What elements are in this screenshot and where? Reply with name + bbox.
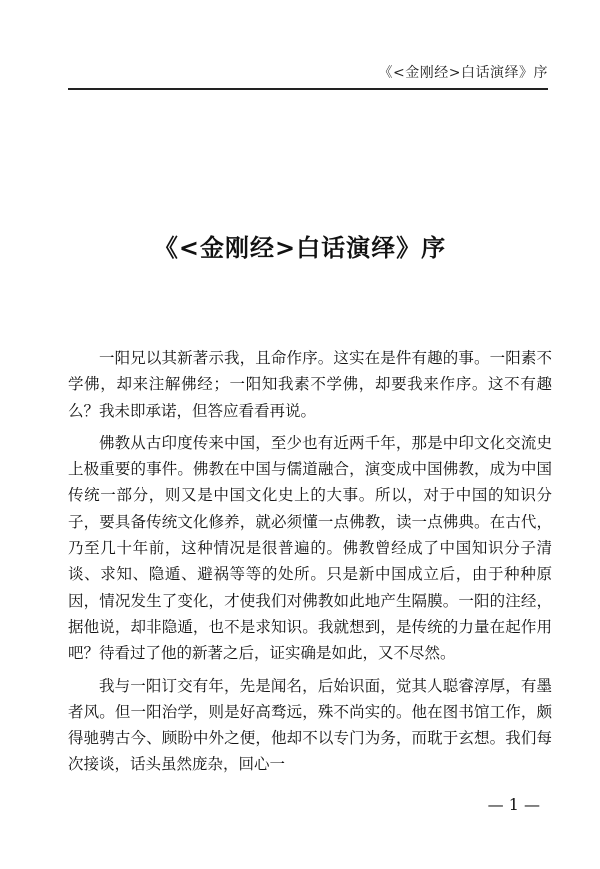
page-number: — 1 — xyxy=(487,795,540,814)
paragraph-3: 我与一阳订交有年，先是闻名，后始识面，觉其人聪睿淳厚，有墨者风。但一阳治学，则是好高骛远，殊不尚实的。他在图书馆工作，颇得驰骋古今、顾盼中外之便，他却不以专门为务，而耽于玄想。我们每次接谈，话头虽然庞杂，回心一 xyxy=(68,676,552,774)
paragraph-1: 一阳兄以其新著示我，且命作序。这实在是件有趣的事。一阳素不学佛，却来注解佛经；一阳知我素不学佛，却要我来作序。这不有趣么？我未即承诺，但答应看看再说。 xyxy=(68,349,552,420)
header-rule xyxy=(68,88,548,90)
body-text xyxy=(68,345,552,784)
page-title: 《<金刚经>白话演绎》序 xyxy=(153,234,447,262)
running-header: 《<金刚经>白话演绎》序 xyxy=(378,65,548,81)
paragraph-2: 佛教从古印度传来中国，至少也有近两千年，那是中印文化交流史上极重要的事件。佛教在中国与儒道融合，演变成中国佛教，成为中国传统一部分，则又是中国文化史上的大事。所以，对于中国的知识分子，要具备传统文化修养，就必须懂一点佛教，读一点佛典。在古代，乃至几十年前，这种情况是很普遍的。佛教曾经成了中国知识分子清谈、求知、隐遁、避祸等等的处所。只是新中国成立后，由于种种原因，情况发生了变化，才使我们对佛教如此地产生隔膜。一阳的注经，据他说，却非隐遁，也不是求知识。我就想到，是传统的力量在起作用吧？待看过了他的新著之后，证实确是如此，又不尽然。 xyxy=(68,433,552,663)
